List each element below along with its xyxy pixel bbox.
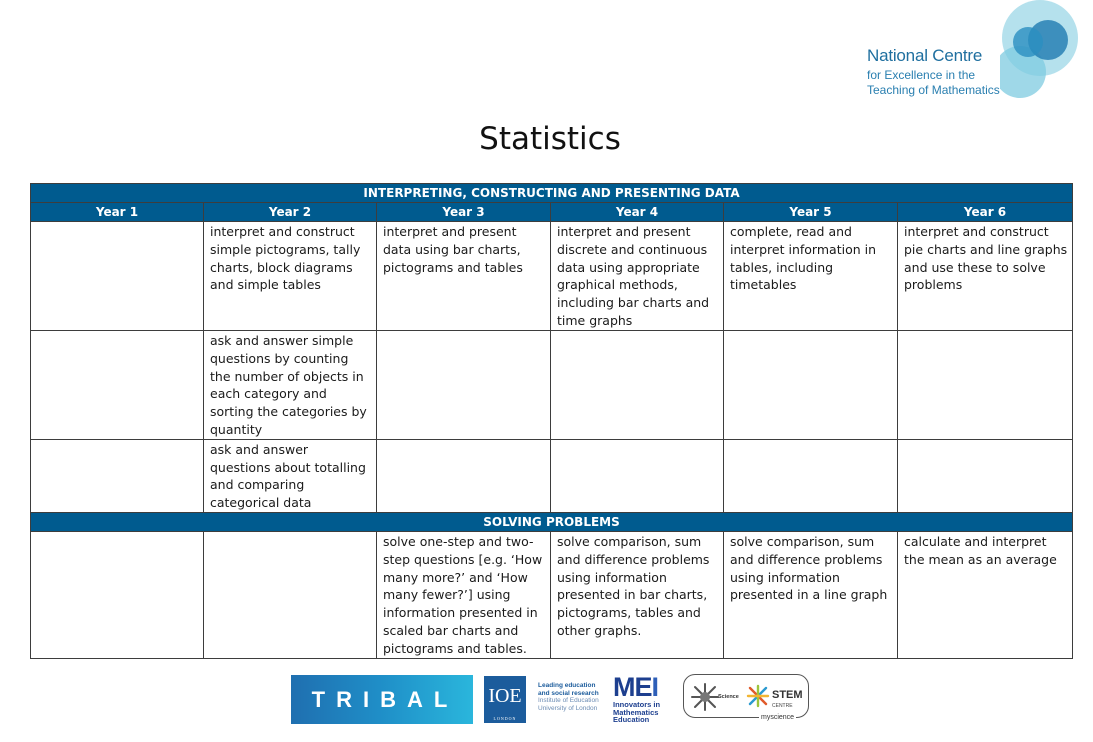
stem-centre-label: CENTRE (772, 703, 793, 709)
table-cell (898, 439, 1073, 512)
table-cell: ask and answer simple questions by counting the number of objects in each category and sorting the categories by quantity (204, 331, 377, 440)
table-cell (204, 531, 377, 658)
tribal-logo: TRIBAL (291, 675, 473, 724)
table-cell (724, 331, 898, 440)
table-cell: ask and answer questions about totalling and comparing categorical data (204, 439, 377, 512)
table-cell: solve comparison, sum and difference problems using information presented in bar charts, pictograms, tables and other graphs. (551, 531, 724, 658)
table-cell (898, 331, 1073, 440)
table-cell: solve one-step and two-step questions [e.g. ‘How many more?’ and ‘How many fewer?’] using information presented in scaled bar charts and pictograms and tables. (377, 531, 551, 658)
section-header-row (31, 512, 1073, 531)
year-header: Year 6 (898, 203, 1073, 222)
mei-line: Education (613, 715, 650, 725)
table-cell (377, 439, 551, 512)
ioe-line: and social research (538, 689, 599, 697)
ioe-line: Institute of Education (538, 697, 599, 704)
year-header-row (31, 203, 1073, 222)
science-label: Science (718, 694, 739, 700)
table-cell (377, 331, 551, 440)
logo-tagline-1: for Excellence in the (867, 68, 976, 82)
table-cell: interpret and present data using bar charts, pictograms and tables (377, 222, 551, 331)
table-cell: calculate and interpret the mean as an average (898, 531, 1073, 658)
table-cell (31, 222, 204, 331)
table-cell: interpret and construct simple pictograms, tally charts, block diagrams and simple tables (204, 222, 377, 331)
mei-text (613, 701, 677, 724)
ioe-logo (484, 676, 526, 723)
table-cell (31, 531, 204, 658)
section-header-row (31, 184, 1073, 203)
statistics-table (30, 183, 1073, 659)
year-header: Year 3 (377, 203, 551, 222)
year-header: Year 5 (724, 203, 898, 222)
section-title-solving: SOLVING PROBLEMS (31, 512, 1073, 531)
science-burst-icon (688, 682, 722, 712)
table-row (31, 222, 1073, 331)
ioe-text (538, 682, 602, 712)
table-cell: complete, read and interpret information in tables, including timetables (724, 222, 898, 331)
mei-mark-me: ME (613, 672, 652, 702)
stem-logo (683, 674, 809, 718)
mei-mark-i: I (651, 672, 659, 702)
mei-line: Mathematics (613, 707, 659, 717)
ncetm-circles-icon (1000, 0, 1080, 100)
table-cell (31, 439, 204, 512)
partner-logos (291, 673, 811, 725)
table-cell (551, 331, 724, 440)
myscience-label: myscience (761, 714, 795, 721)
ioe-mark: IOE (488, 685, 522, 707)
table-row (31, 331, 1073, 440)
logo-name: National Centre (867, 46, 983, 65)
table-cell: interpret and present discrete and continuous data using appropriate graphical methods, including bar charts and time graphs (551, 222, 724, 331)
mei-line: Innovators in (613, 700, 661, 709)
year-header: Year 1 (31, 203, 204, 222)
table-cell (551, 439, 724, 512)
table-cell: solve comparison, sum and difference problems using information presented in a line graph (724, 531, 898, 658)
stem-star-icon (746, 684, 770, 708)
logo-tagline-2: Teaching of Mathematics (867, 83, 1000, 97)
table-cell: interpret and construct pie charts and line graphs and use these to solve problems (898, 222, 1073, 331)
table-cell (724, 439, 898, 512)
table-cell (31, 331, 204, 440)
ioe-sub: LONDON (493, 716, 517, 721)
section-title-interpreting: INTERPRETING, CONSTRUCTING AND PRESENTING DATA (31, 184, 1073, 203)
ioe-line: University of London (538, 704, 598, 712)
year-header: Year 2 (204, 203, 377, 222)
mei-logo (613, 672, 671, 702)
year-header: Year 4 (551, 203, 724, 222)
table-row (31, 439, 1073, 512)
stem-label: STEM (772, 689, 803, 701)
ncetm-logo (862, 0, 1077, 104)
table-row (31, 531, 1073, 658)
page-title: Statistics (479, 121, 621, 157)
ioe-line: Leading education (538, 682, 596, 689)
